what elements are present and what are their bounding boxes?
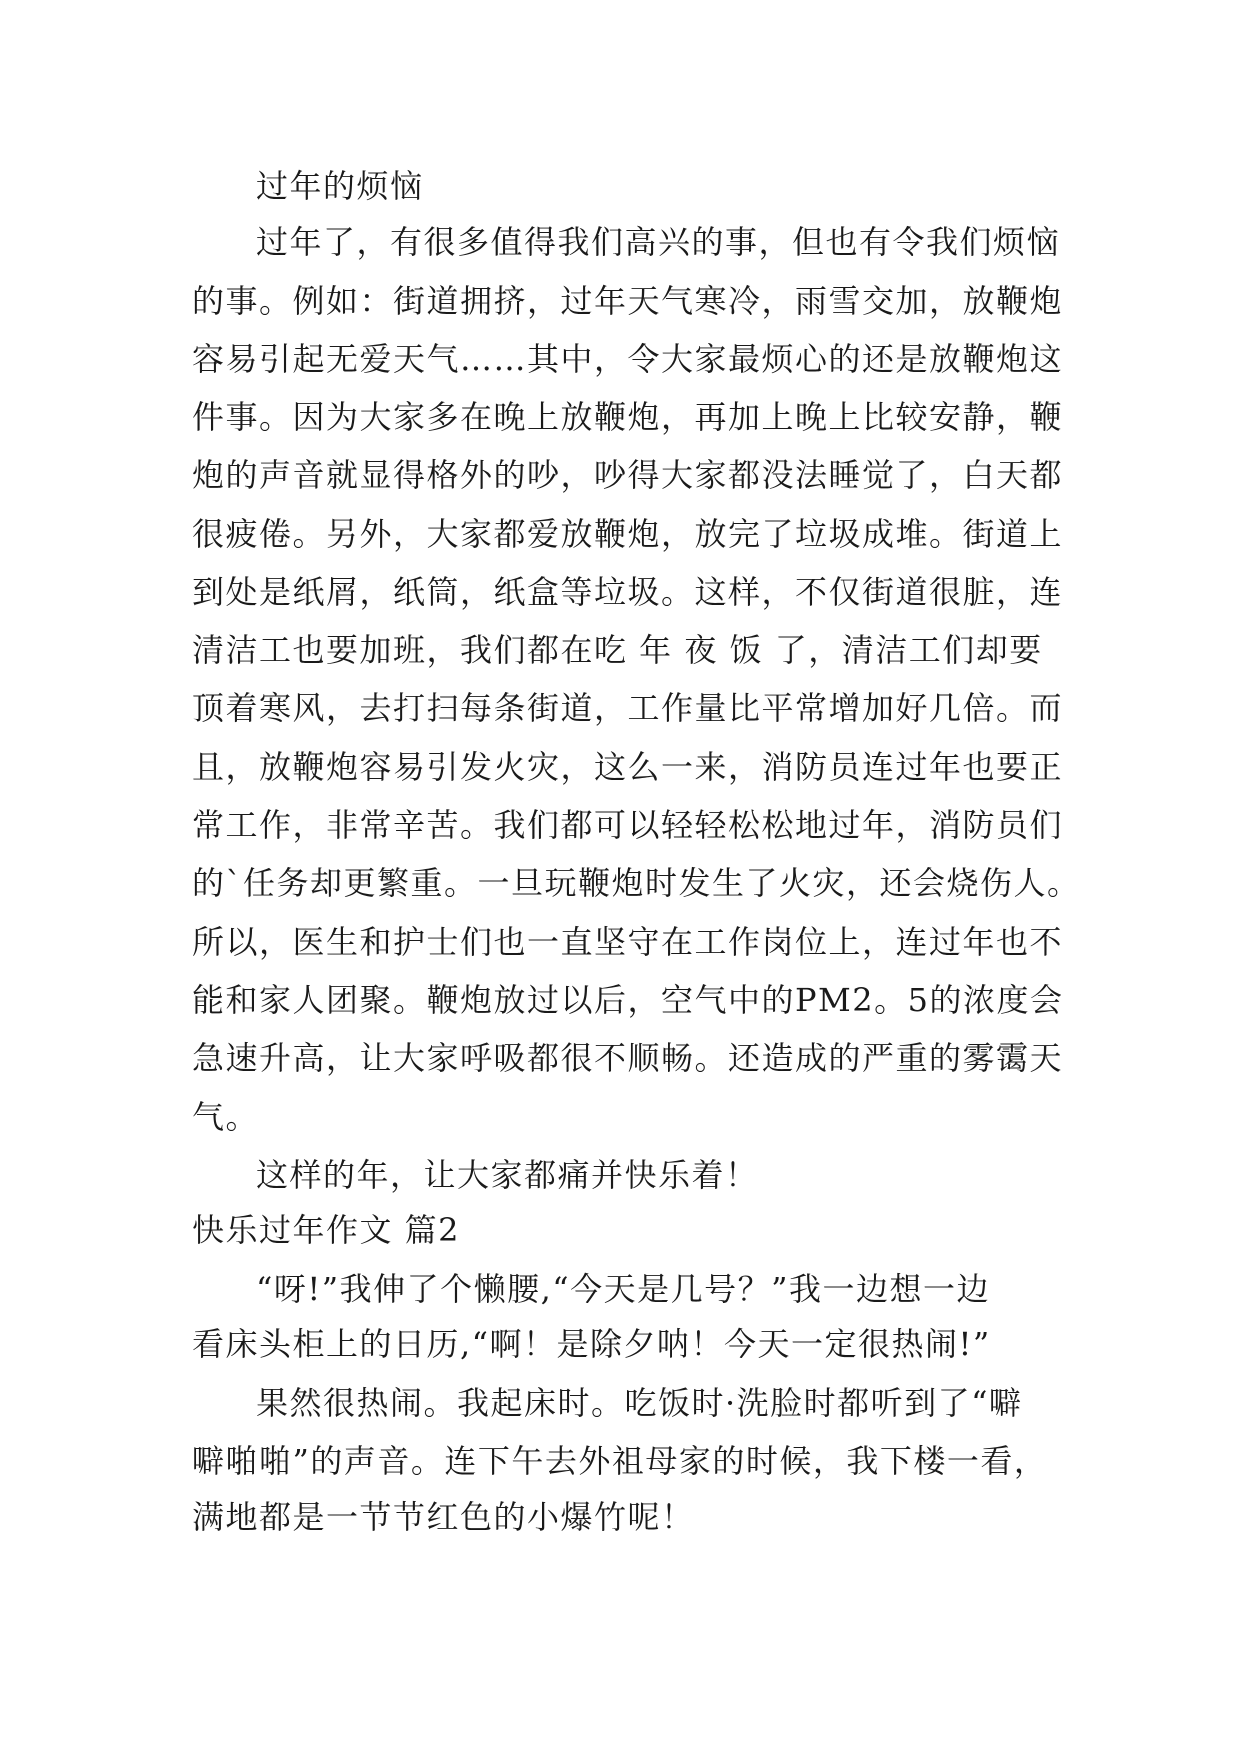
paragraph-line: 果然很热闹。我起床时。吃饭时·洗脸时都听到了“噼 [256, 1384, 1023, 1422]
paragraph-line: 过年了，有很多值得我们高兴的事，但也有令我们烦恼 [256, 223, 1061, 261]
closing-paragraph: 这样的年，让大家都痛并快乐着！ [256, 1156, 759, 1194]
paragraph-line: 的`任务却更繁重。一旦玩鞭炮时发生了火灾，还会烧伤人。 [192, 864, 1081, 902]
paragraph-line: 清洁工也要加班，我们都在吃 年 夜 饭 了，清洁工们却要 [192, 631, 1043, 669]
paragraph-line: 容易引起无爱天气……其中，令大家最烦心的还是放鞭炮这 [192, 340, 1064, 378]
paragraph-line: 炮的声音就显得格外的吵，吵得大家都没法睡觉了，白天都 [192, 456, 1064, 494]
paragraph-line: 满地都是一节节红色的小爆竹呢！ [192, 1498, 695, 1536]
paragraph-line: 件事。因为大家多在晚上放鞭炮，再加上晚上比较安静，鞭 [192, 398, 1064, 436]
section-heading: 快乐过年作文 篇2 [192, 1211, 461, 1249]
paragraph-line: 且，放鞭炮容易引发火灾，这么一来，消防员连过年也要正 [192, 748, 1064, 786]
paragraph-line: 很疲倦。另外，大家都爱放鞭炮，放完了垃圾成堆。街道上 [192, 515, 1064, 553]
essay-title: 过年的烦恼 [256, 167, 424, 205]
paragraph-line: 到处是纸屑，纸筒，纸盒等垃圾。这样，不仅街道很脏，连 [192, 573, 1064, 611]
paragraph-line: 看床头柜上的日历,“啊！是除夕呐！今天一定很热闹!” [192, 1325, 991, 1363]
paragraph-line: “呀!”我伸了个懒腰,“今天是几号？”我一边想一边 [256, 1270, 990, 1308]
paragraph-line: 的事。例如：街道拥挤，过年天气寒冷，雨雪交加，放鞭炮 [192, 282, 1064, 320]
paragraph-line: 气。 [192, 1098, 260, 1136]
paragraph-line: 能和家人团聚。鞭炮放过以后，空气中的PM2。5的浓度会 [192, 981, 1064, 1019]
paragraph-line: 常工作，非常辛苦。我们都可以轻轻松松地过年，消防员们 [192, 806, 1064, 844]
paragraph-line: 噼啪啪”的声音。连下午去外祖母家的时候，我下楼一看， [192, 1442, 1048, 1480]
paragraph-line: 顶着寒风，去打扫每条街道，工作量比平常增加好几倍。而 [192, 689, 1064, 727]
paragraph-line: 急速升高，让大家呼吸都很不顺畅。还造成的严重的雾霭天 [192, 1039, 1064, 1077]
paragraph-line: 所以，医生和护士们也一直坚守在工作岗位上，连过年也不 [192, 923, 1064, 961]
